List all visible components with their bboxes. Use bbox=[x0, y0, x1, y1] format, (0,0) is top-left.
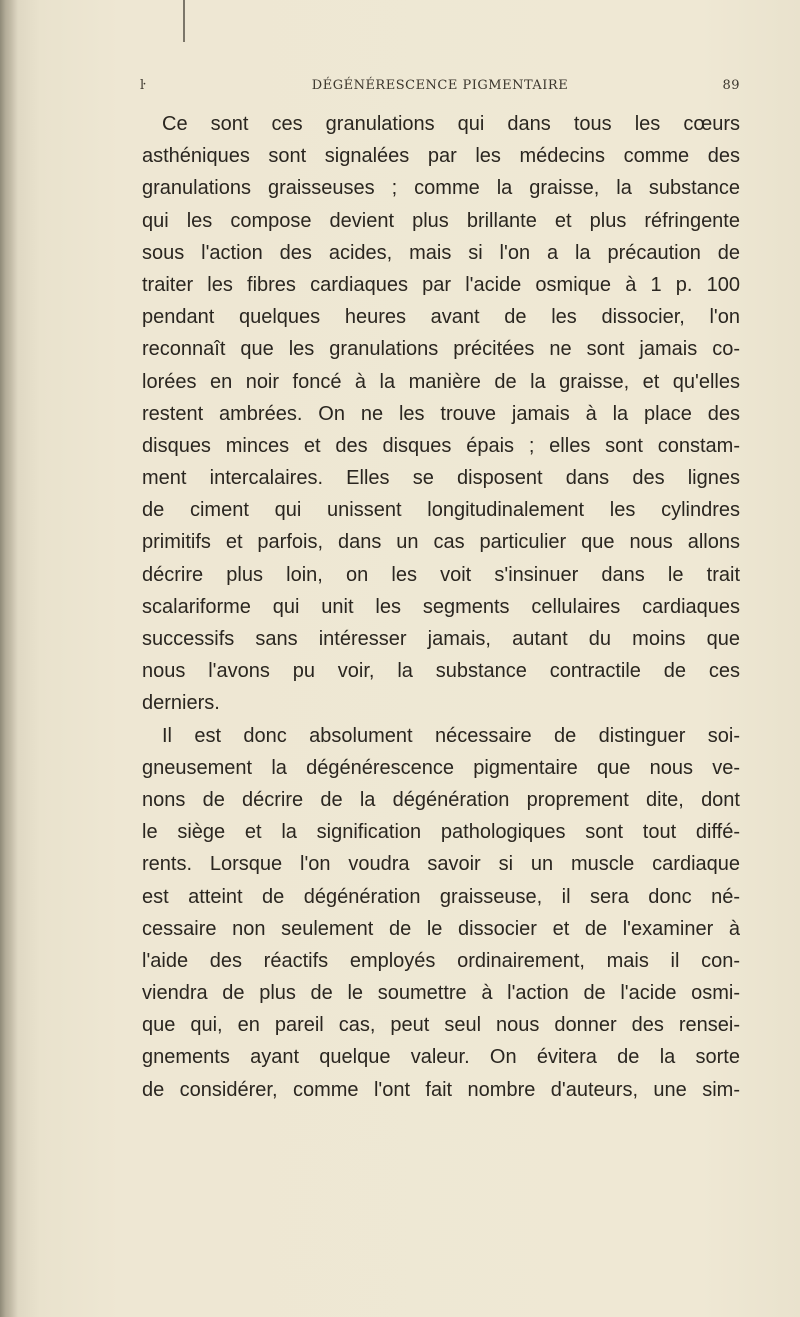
text-line: Ce sont ces granulations qui dans tous les cœurs bbox=[162, 113, 740, 135]
text-line: reconnaît que les granulations précitées ne sont jamais co- bbox=[142, 338, 740, 361]
top-margin-mark bbox=[183, 0, 185, 42]
text-line: viendra de plus de le soumettre à l'action de l'acide osmi- bbox=[142, 982, 740, 1005]
header-mark: ŀ bbox=[140, 78, 145, 93]
text-line: nons de décrire de la dégénération proprement dite, dont bbox=[142, 788, 740, 811]
text-line: décrire plus loin, on les voit s'insinuer dans le trait bbox=[142, 563, 740, 586]
text-line: qui les compose devient plus brillante et plus réfringente bbox=[142, 209, 740, 232]
text-line: successifs sans intéresser jamais, autant du moins que bbox=[142, 628, 740, 650]
text-line: l'aide des réactifs employés ordinairement, mais il con- bbox=[142, 949, 740, 972]
text-line: de ciment qui unissent longitudinalement les cylindres bbox=[142, 499, 740, 522]
text-line: gneusement la dégénérescence pigmentaire que nous ve- bbox=[142, 756, 740, 779]
text-line: lorées en noir foncé à la manière de la graisse, et qu'elles bbox=[142, 370, 740, 393]
text-line: primitifs et parfois, dans un cas particulier que nous allons bbox=[142, 531, 740, 554]
text-line: nous l'avons pu voir, la substance contractile de ces bbox=[142, 660, 740, 683]
text-line: rents. Lorsque l'on voudra savoir si un muscle cardiaque bbox=[142, 853, 740, 876]
text-line: est atteint de dégénération graisseuse, il sera donc né- bbox=[142, 885, 740, 908]
text-line: asthéniques sont signalées par les médecins comme des bbox=[142, 145, 740, 168]
running-header bbox=[140, 78, 740, 100]
text-line: de considérer, comme l'ont fait nombre d'auteurs, une sim- bbox=[142, 1078, 740, 1101]
text-line: derniers. bbox=[142, 692, 220, 715]
text-line: restent ambrées. On ne les trouve jamais à la place des bbox=[142, 402, 740, 425]
text-line: Il est donc absolument nécessaire de distinguer soi- bbox=[162, 724, 740, 747]
page-number: 89 bbox=[722, 78, 740, 93]
text-line: granulations graisseuses ; comme la graisse, la substance bbox=[142, 177, 740, 200]
text-line: disques minces et des disques épais ; elles sont constam- bbox=[142, 434, 740, 457]
text-line: cessaire non seulement de le dissocier et de l'examiner à bbox=[142, 917, 740, 940]
binding-shadow bbox=[0, 0, 18, 1317]
text-line: traiter les fibres cardiaques par l'acide osmique à 1 p. 100 bbox=[142, 273, 740, 296]
text-line: ment intercalaires. Elles se disposent dans des lignes bbox=[142, 467, 740, 490]
body-text bbox=[142, 108, 740, 1106]
text-line: le siège et la signification pathologiques sont tout diffé- bbox=[142, 821, 740, 844]
text-line: pendant quelques heures avant de les dissocier, l'on bbox=[142, 306, 740, 329]
text-line: gnements ayant quelque valeur. On évitera de la sorte bbox=[142, 1046, 740, 1069]
text-line: que qui, en pareil cas, peut seul nous donner des rensei- bbox=[142, 1014, 740, 1037]
text-line: scalariforme qui unit les segments cellulaires cardiaques bbox=[142, 595, 740, 618]
text-line: sous l'action des acides, mais si l'on a la précaution de bbox=[142, 241, 740, 264]
running-title: DÉGÉNÉRESCENCE PIGMENTAIRE bbox=[311, 78, 569, 93]
